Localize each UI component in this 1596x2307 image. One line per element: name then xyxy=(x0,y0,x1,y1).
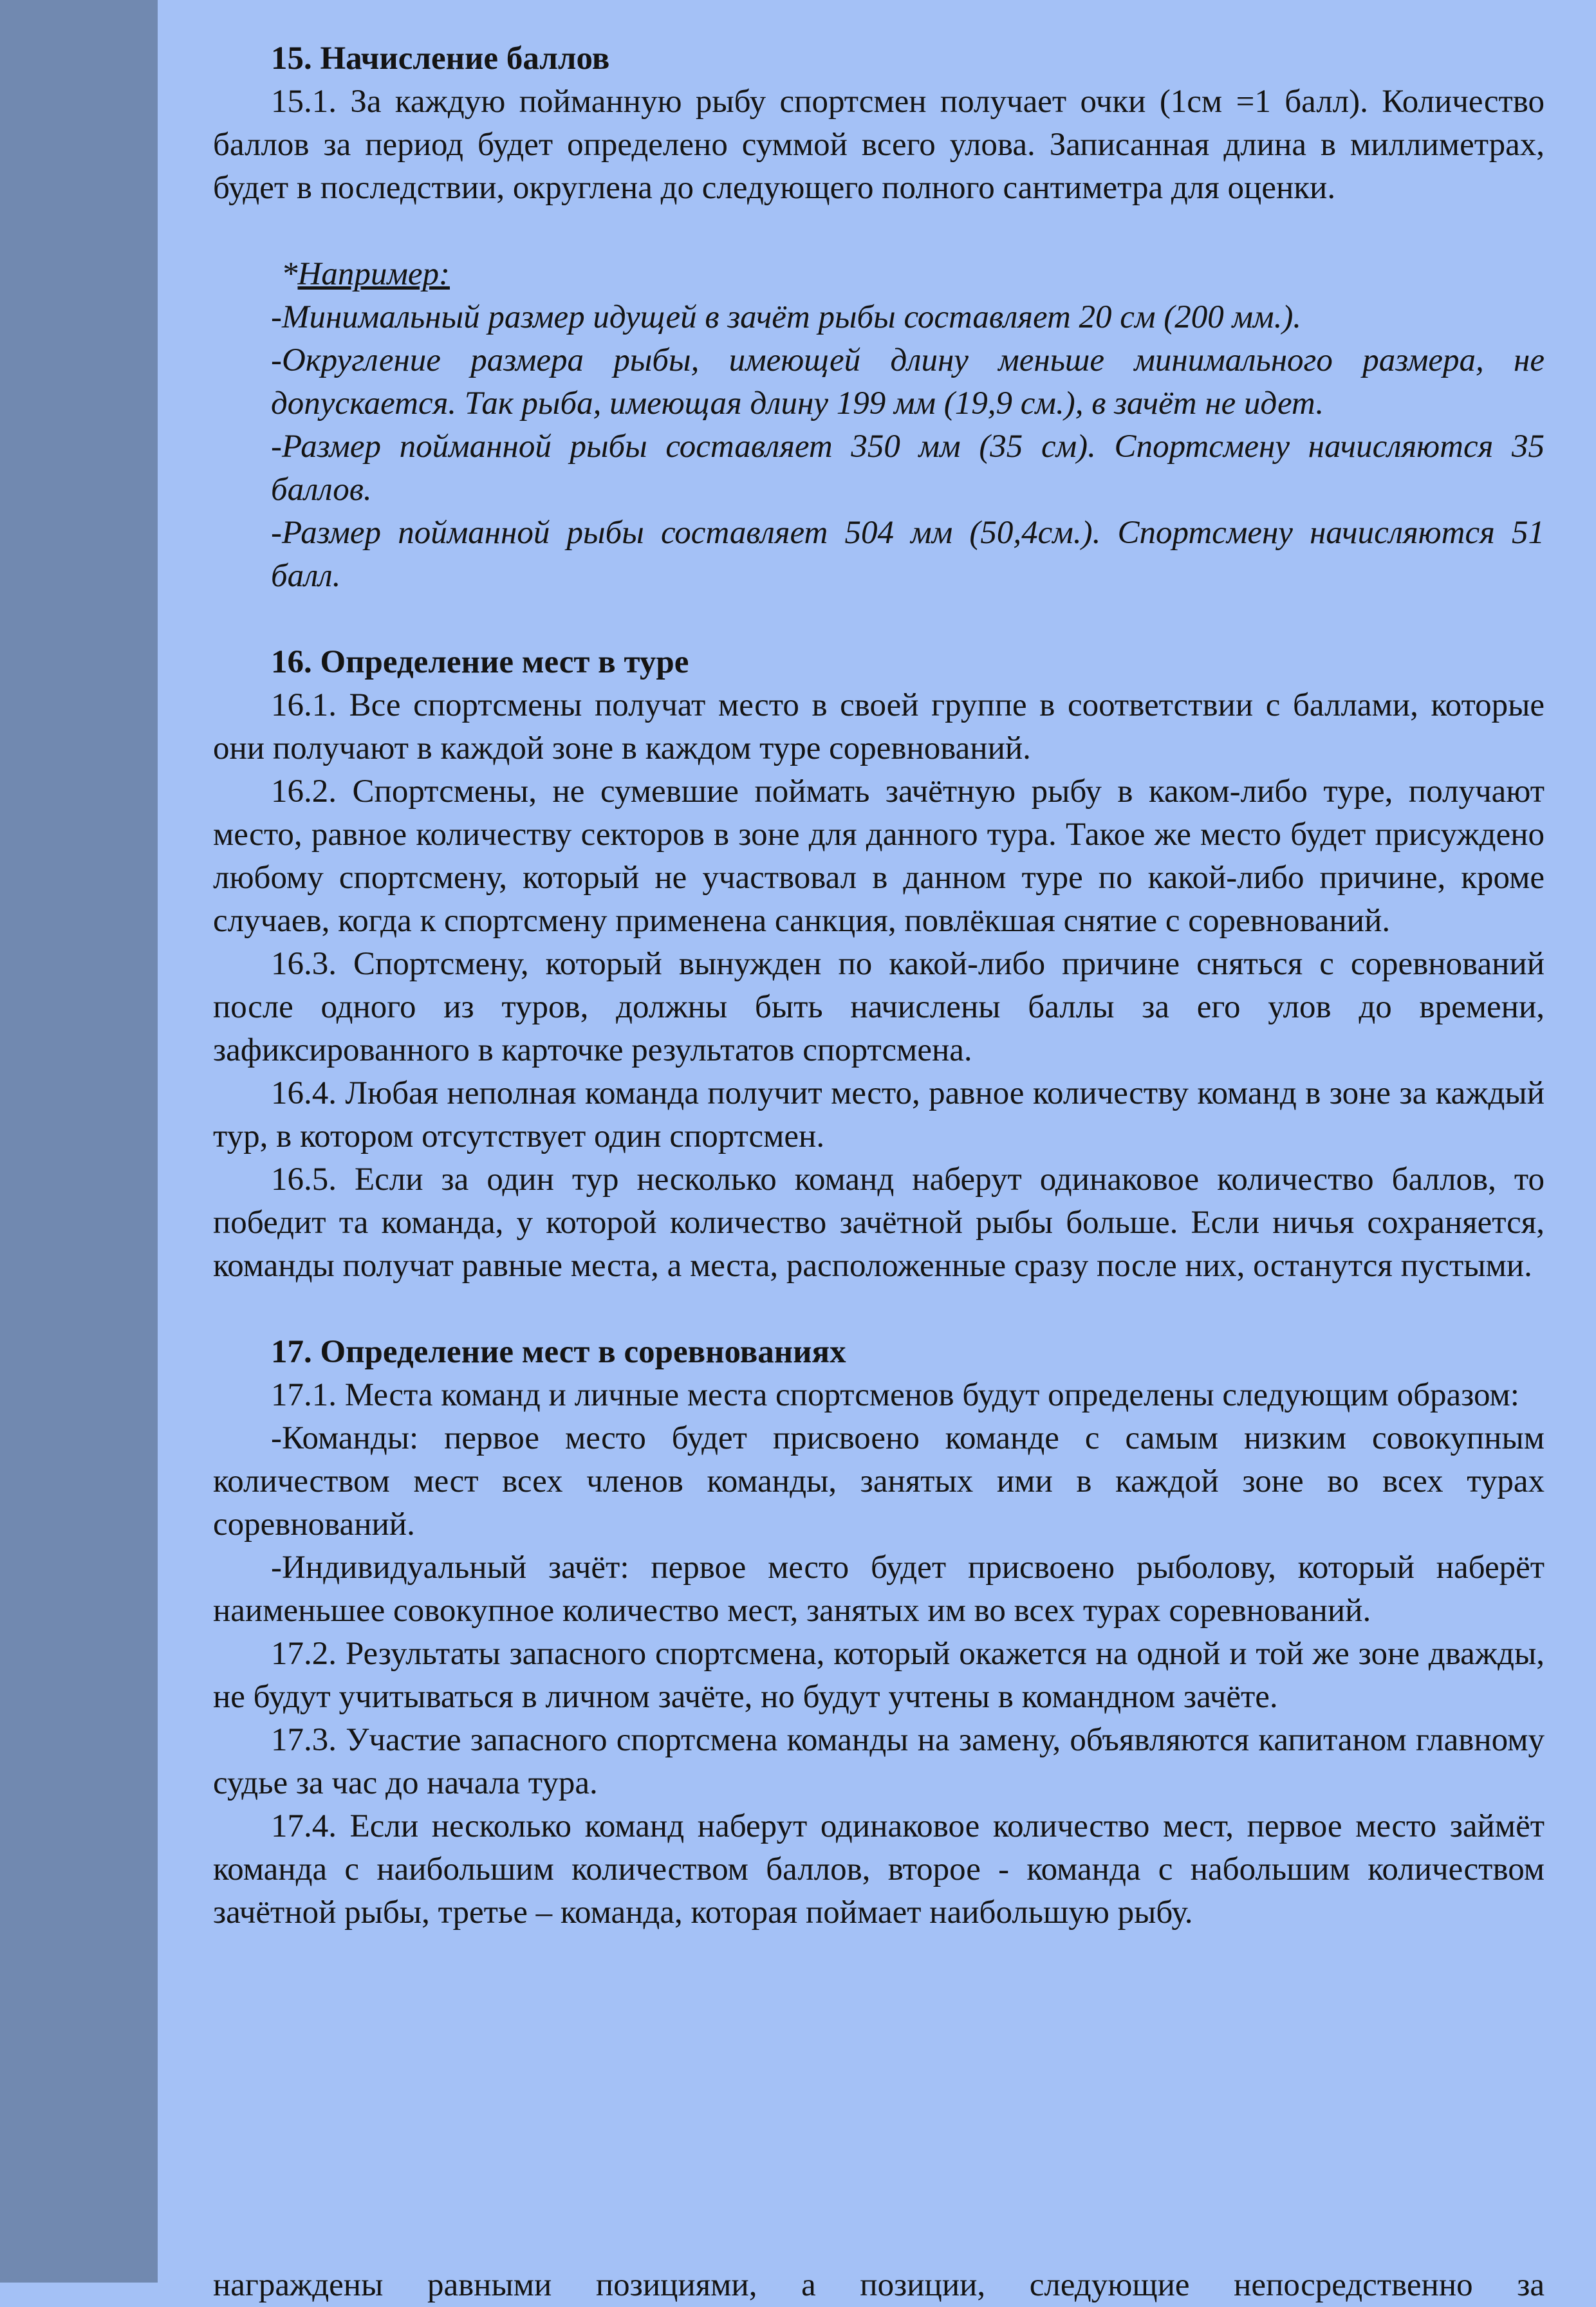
cut-off-text-line: награждены равными позициями, а позиции, следующие непосредственно за xyxy=(213,2267,1545,2303)
paragraph-16-5: 16.5. Если за один тур несколько команд наберут одинаковое количество баллов, то победит та команда, у которой количество зачётной рыбы больше. Если ничья сохраняется, команды получат равные места, а места, расположенные сразу после них, останутся пустыми. xyxy=(213,1162,1545,1284)
example-line: -Размер пойманной рыбы составляет 504 мм (50,4см.). Спортсмену начисляются 51 балл. xyxy=(271,515,1545,594)
paragraph-17-individual: -Индивидуальный зачёт: первое место будет присвоено рыболову, который наберёт наименьшее совокупное количество мест, занятых им во всех турах соревнований. xyxy=(213,1550,1545,1629)
section-17-heading: 17. Определение мест в соревнованиях xyxy=(271,1334,846,1370)
example-line: -Минимальный размер идущей в зачёт рыбы составляет 20 см (200 мм.). xyxy=(271,299,1302,335)
example-block xyxy=(213,253,1545,598)
paragraph-16-3: 16.3. Спортсмену, который вынужден по какой-либо причине сняться с соревнований после одного из туров, должны быть начислены баллы за его улов до времени, зафиксированного в карточке результатов спортсмена. xyxy=(213,946,1545,1068)
paragraph-16-4: 16.4. Любая неполная команда получит место, равное количеству команд в зоне за каждый тур, в котором отсутствует один спортсмен. xyxy=(213,1075,1545,1154)
example-title-text: Например: xyxy=(297,256,450,292)
section-15-heading: 15. Начисление баллов xyxy=(271,41,610,77)
section-16-heading: 16. Определение мест в туре xyxy=(271,644,689,680)
paragraph-16-2: 16.2. Спортсмены, не сумевшие поймать зачётную рыбу в каком-либо туре, получают место, равное количеству секторов в зоне для данного тура. Такое же место будет присуждено любому спортсмену, который не участвовал в данном туре по какой-либо причине, кроме случаев, когда к спортсмену применена санкция, повлёкшая снятие с соревнований. xyxy=(213,774,1545,939)
example-prefix: * xyxy=(281,256,298,292)
document-content xyxy=(213,37,1545,1934)
paragraph-17-2: 17.2. Результаты запасного спортсмена, который окажется на одной и той же зоне дважды, не будут учитываться в личном зачёте, но будут учтены в командном зачёте. xyxy=(213,1636,1545,1715)
paragraph-15-1: 15.1. За каждую пойманную рыбу спортсмен получает очки (1см =1 балл). Количество баллов за период будет определено суммой всего улова. Записанная длина в миллиметрах, будет в последствии, округлена до следующего полного сантиметра для оценки. xyxy=(213,84,1545,206)
left-margin-strip xyxy=(0,0,158,2283)
paragraph-17-4: 17.4. Если несколько команд наберут одинаковое количество мест, первое место займёт команда с наибольшим количеством баллов, второе - команда с набольшим количеством зачётной рыбы, третье – команда, которая поймает наибольшую рыбу. xyxy=(213,1808,1545,1931)
spacer xyxy=(213,210,1545,253)
paragraph-16-1: 16.1. Все спортсмены получат место в своей группе в соответствии с баллами, которые они получают в каждой зоне в каждом туре соревнований. xyxy=(213,687,1545,766)
example-title xyxy=(271,253,1545,296)
spacer xyxy=(213,1288,1545,1331)
spacer xyxy=(213,598,1545,641)
document-page xyxy=(158,0,1596,2303)
example-line: -Размер пойманной рыбы составляет 350 мм (35 см). Спортсмену начисляются 35 баллов. xyxy=(271,429,1545,508)
paragraph-17-3: 17.3. Участие запасного спортсмена команды на замену, объявляются капитаном главному судье за час до начала тура. xyxy=(213,1722,1545,1801)
example-line: -Округление размера рыбы, имеющей длину меньше минимального размера, не допускается. Так рыба, имеющая длину 199 мм (19,9 см.), в зачёт не идет. xyxy=(271,342,1545,422)
paragraph-17-1: 17.1. Места команд и личные места спортсменов будут определены следующим образом: xyxy=(271,1377,1519,1413)
paragraph-17-teams: -Команды: первое место будет присвоено команде с самым низким совокупным количеством мест всех членов команды, занятых ими в каждой зоне во всех турах соревнований. xyxy=(213,1420,1545,1543)
